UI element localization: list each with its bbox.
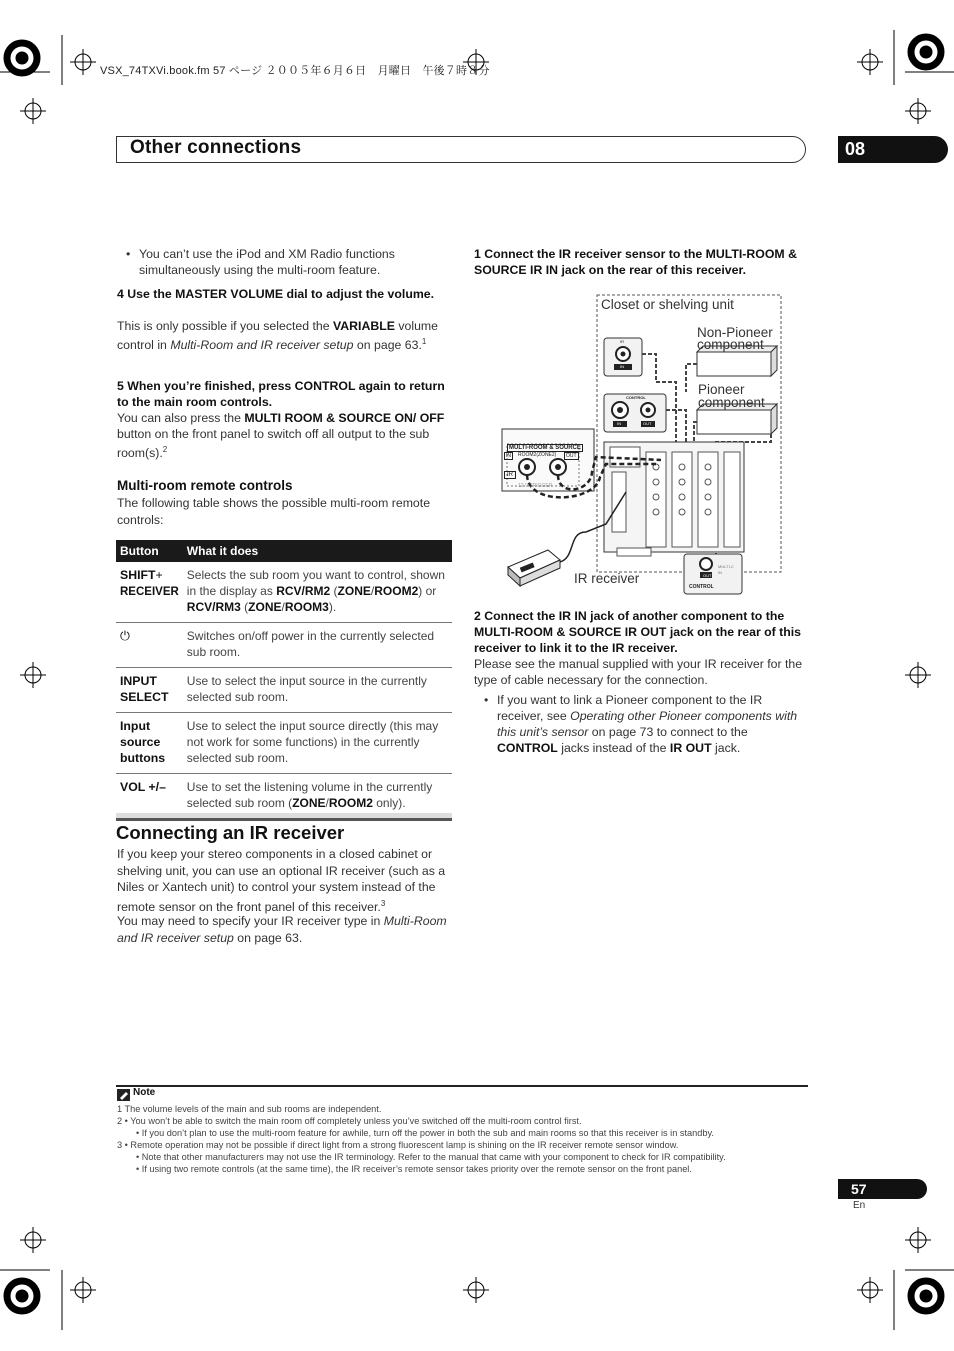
section-title: Connecting an IR receiver [116, 822, 345, 843]
table-row [116, 713, 452, 774]
bullet-pioneer-text: If you want to link a Pioneer component to the IR receiver, see Operating other Pioneer components with this unit’s sensor on page 73 to connect to the CONTROL jacks instead of the IR OUT jack. [497, 693, 798, 755]
section-bar [116, 813, 452, 818]
row-button: VOL +/– [116, 774, 183, 820]
pioneer-label-2: component [698, 395, 765, 410]
chapter-badge: 08 [838, 136, 948, 163]
table-header-row [116, 540, 452, 562]
page-title: Other connections [130, 137, 302, 158]
table-row [116, 562, 452, 623]
ir-paragraph-1: If you keep your stereo components in a closed cabinet or shelving unit, you can use an optional IR receiver (such as a Niles or Xantech unit) to control your system instead of the remote sensor on the front panel of this receiver.$^3$ [117, 847, 446, 914]
panel-out: OUT [566, 453, 577, 459]
step5-text: You can also press the MULTI ROOM & SOURCE ON/ OFF button on the front panel to switch off all output to the sub room(s).$^2$ [117, 411, 445, 461]
control-out: OUT [643, 421, 652, 426]
panel-in: IN [506, 453, 511, 459]
row-button: Input source buttons [116, 713, 183, 774]
col-what: What it does [183, 540, 452, 562]
subsection-heading: Multi-room remote controls [117, 478, 293, 493]
row-button: INPUT SELECT [116, 668, 183, 713]
bottom-multi-label: MULTI-C [718, 564, 734, 569]
non-pioneer-label-2: component [697, 337, 764, 352]
print-header: VSX_74TXVi.book.fm 57 ページ ２００５年６月６日 月曜日 午後７時８分 [100, 65, 490, 77]
step1-text: 1 Connect the IR receiver sensor to the MULTI-ROOM & SOURCE IR IN jack on the rear of this receiver. [474, 247, 797, 277]
row-desc: Use to set the listening volume in the currently selected sub room (ZONE/ROOM2 only). [183, 774, 452, 820]
note-icon [117, 1089, 130, 1101]
note-3b: • Note that other manufacturers may not use the IR terminology. Refer to the manual that came with your component to check for IR compatibility. [136, 1152, 726, 1162]
ir-paragraph-2: You may need to specify your IR receiver type in Multi-Room and IR receiver setup on page 63. [117, 914, 447, 945]
bottom-control-label: CONTROL [689, 584, 714, 590]
remote-controls-table [116, 540, 452, 821]
page-number: 57 [838, 1179, 927, 1199]
ir-connection-diagram [496, 292, 786, 597]
note-3c: • If using two remote controls (at the same time), the IR receiver’s remote sensor takes priority over the remote sensor on the front panel. [136, 1164, 692, 1174]
bullet-ipod-text: You can’t use the iPod and XM Radio functions simultaneously using the multi-room feature. [139, 247, 395, 277]
bullet-ipod: • You can’t use the iPod and XM Radio functions simultaneously using the multi-room feature. [126, 246, 452, 278]
ir-receiver-label: IR receiver [574, 571, 640, 586]
bottom-in-label: IN [718, 570, 722, 575]
step2-detail: Please see the manual supplied with your IR receiver for the type of cable necessary for the connection. [474, 657, 803, 687]
note-1: 1 The volume levels of the main and sub rooms are independent. [117, 1104, 382, 1114]
row-desc: Selects the sub room you want to control, shown in the display as RCV/RM2 (ZONE/ROOM2) or RCV/RM3 (ZONE/ROOM3). [183, 562, 452, 623]
non-pioneer-label-1: Non-Pioneer [697, 325, 773, 340]
note-2a: 2 • You won’t be able to switch the main room off completely unless you’ve switched off the multi-room control first. [117, 1116, 582, 1126]
step5-heading: 5 When you’re finished, press CONTROL again to return to the main room controls. [117, 379, 445, 409]
control-label: CONTROL [626, 395, 646, 400]
ir-jack-label: IR [620, 339, 624, 344]
row-desc: Use to select the input source directly (this may not work for some functions) in the currently selected sub room. [183, 713, 452, 774]
step4-text: This is only possible if you selected the VARIABLE volume control in Multi-Room and IR receiver setup on page 63.$^1$ [117, 319, 439, 353]
control-in: IN [617, 421, 621, 426]
language-label: En [853, 1200, 866, 1211]
panel-room: ROOM2(ZONE2) [518, 452, 557, 458]
table-row [116, 668, 452, 713]
pioneer-label-1: Pioneer [698, 382, 745, 397]
note-label: Note [133, 1087, 156, 1098]
ir-jack-in: IN [620, 364, 624, 369]
panel-trigger: 12 V TRIGGER [518, 483, 553, 489]
power-icon: ⏻ [116, 623, 183, 668]
step2-text: 2 Connect the IR IN jack of another component to the MULTI-ROOM & SOURCE IR OUT jack on the rear of this receiver to link it to the IR receiver. [474, 609, 802, 655]
notes-list [117, 1103, 817, 1175]
row-button: SHIFT+ RECEIVER [116, 562, 183, 623]
table-row [116, 623, 452, 668]
panel-ir: IR [504, 471, 516, 479]
subsection-text: The following table shows the possible multi-room remote controls: [117, 496, 431, 527]
step4-heading: 4 Use the MASTER VOLUME dial to adjust the volume. [117, 287, 435, 301]
row-desc: Switches on/off power in the currently selected sub room. [183, 623, 452, 668]
note-2b: • If you don’t plan to use the multi-room feature for awhile, turn off the power in both the sub and main rooms so that this receiver is in standby. [136, 1128, 714, 1138]
col-button: Button [116, 540, 183, 562]
panel-title: MULTI-ROOM & SOURCE [509, 445, 581, 451]
closet-label: Closet or shelving unit [601, 297, 734, 312]
bullet-pioneer: • If you want to link a Pioneer component to the IR receiver, see Operating other Pioneer components with this unit’s sensor on page 73 to connect to the CONTROL jacks instead of the IR OUT jack. [484, 692, 810, 756]
row-desc: Use to select the input source in the currently selected sub room. [183, 668, 452, 713]
note-rule [116, 1085, 808, 1087]
bottom-out-label: OUT [703, 573, 712, 578]
note-3a: 3 • Remote operation may not be possible if direct light from a strong fluorescent lamp is shining on the IR receiver remote sensor window. [117, 1140, 679, 1150]
